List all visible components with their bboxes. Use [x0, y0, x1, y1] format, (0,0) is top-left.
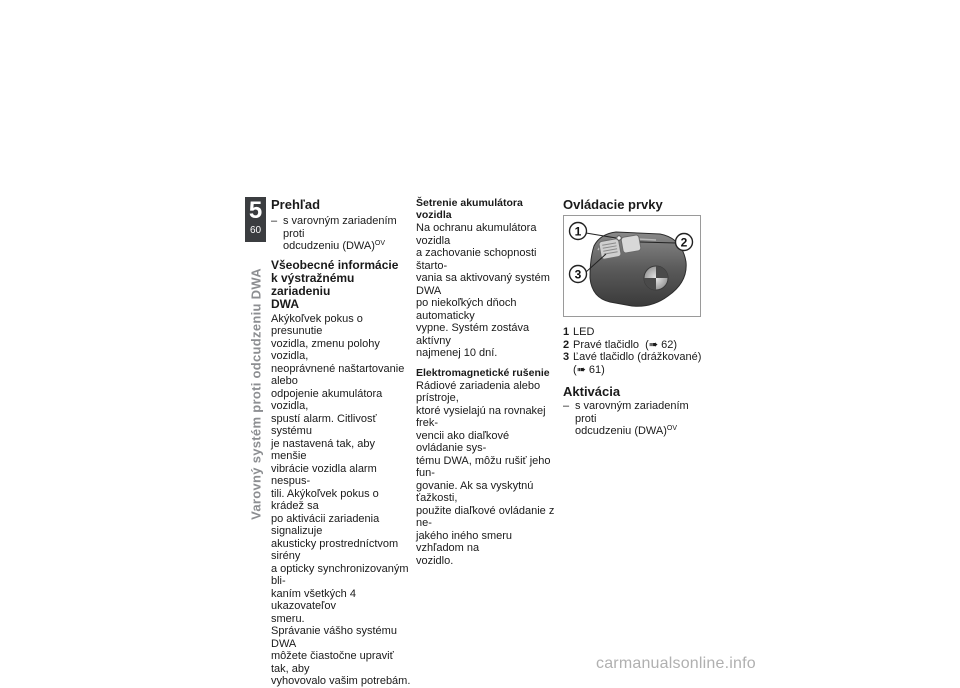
option-note-line1: s varovným zariadením proti [575, 400, 689, 425]
paragraph-2 [271, 625, 411, 688]
led-icon [617, 236, 621, 240]
heading-battery-saving: Šetrenie akumulátora vozidla [416, 197, 523, 221]
option-sup: OV [666, 425, 678, 432]
page-reference-link[interactable]: (➠ 62) [645, 338, 678, 351]
dash-bullet: – [271, 215, 278, 227]
heading-activation: Aktivácia [563, 384, 621, 399]
legend-item [563, 339, 703, 352]
legend-text-wrap [573, 339, 703, 352]
text-line: akusticky prostredníctvom sirény [271, 537, 399, 562]
spacer [416, 360, 556, 367]
dash-bullet: – [563, 400, 570, 412]
remote-key-illustration [564, 216, 700, 316]
text-line: po niekoľkých dňoch automaticky [416, 297, 517, 322]
option-note-line1: s varovným zariadením proti [283, 215, 397, 240]
option-note-line2: odcudzeniu (DWA) [283, 240, 375, 252]
text-line: jakého iného smeru vzhľadom na [416, 529, 513, 554]
heading-general-info [271, 259, 411, 311]
text-line: tili. Akýkoľvek pokus o krádež sa [271, 487, 379, 512]
column-3 [563, 197, 703, 440]
legend-number: 3 [563, 351, 570, 363]
column-1 [271, 197, 411, 688]
callout-label: 1 [574, 224, 582, 239]
text-line: govanie. Ak sa vyskytnú ťažkosti, [416, 479, 534, 504]
text-line: vibrácie vozidla alarm nespus- [271, 462, 377, 487]
legend-text: Ľavé tlačidlo (drážkované) [573, 351, 702, 363]
legend-text-wrap [573, 351, 703, 376]
text-line: vyhovovalo vašim potrebám. [271, 675, 411, 687]
callout-label: 2 [680, 235, 688, 250]
legend-number: 1 [563, 326, 570, 338]
right-button [621, 235, 642, 254]
page-reference-link[interactable]: (➠ 61) [573, 363, 605, 376]
legend-text: Pravé tlačidlo [573, 338, 640, 351]
option-note [271, 215, 411, 253]
text-line: je nastavená tak, aby menšie [271, 437, 375, 462]
text-line: Na ochranu akumulátora vozidla [416, 222, 537, 247]
chapter-side-title: Varovný systém proti odcudzeniu DWA [248, 268, 264, 520]
chapter-number: 5 [248, 197, 263, 224]
callout-label: 3 [574, 267, 582, 282]
text-line: použite diaľkové ovládanie z ne- [416, 504, 555, 529]
heading-overview: Prehľad [271, 197, 321, 212]
legend-item [563, 326, 703, 339]
text-line: Akýkoľvek pokus o presunutie [271, 312, 363, 337]
option-note [563, 400, 703, 438]
text-line: vencii ako diaľkové ovládanie sys- [416, 429, 510, 454]
option-note-line2-wrap [575, 425, 703, 438]
option-note-line2-wrap [283, 240, 411, 253]
legend-number: 2 [563, 338, 570, 351]
column-2 [416, 197, 556, 567]
heading-em-interference: Elektromagnetické rušenie [416, 366, 550, 379]
watermark: carmanualsonline.info [596, 655, 756, 672]
text-line: neoprávnené naštartovanie alebo [271, 362, 405, 387]
heading-general-info-l3: DWA [271, 296, 299, 311]
text-line: a zachovanie schopnosti štarto- [416, 247, 537, 272]
text-line: po aktivácii zariadenia signalizuje [271, 512, 380, 537]
legend-item [563, 351, 703, 376]
paragraph-1 [271, 313, 411, 626]
legend [563, 326, 703, 376]
text-line: vypne. Systém zostáva aktívny [416, 322, 530, 347]
page-number: 60 [249, 225, 262, 236]
text-line: vania sa aktivovaný systém DWA [416, 272, 550, 297]
text-line: vozidlo. [416, 554, 454, 567]
text-line: spustí alarm. Citlivosť systému [271, 412, 377, 437]
text-line: Správanie vášho systému DWA [271, 625, 397, 650]
text-line: najmenej 10 dní. [416, 347, 498, 359]
option-sup: OV [374, 240, 386, 247]
heading-general-info-l2: k výstražnému zariadeniu [271, 270, 355, 298]
legend-text: LED [573, 326, 595, 338]
text-line: odpojenie akumulátora vozidla, [271, 387, 383, 412]
paragraph-interference [416, 380, 556, 568]
text-line: môžete čiastočne upraviť tak, aby [271, 650, 394, 675]
option-note-line2: odcudzeniu (DWA) [575, 425, 667, 437]
paragraph-battery [416, 222, 556, 360]
heading-general-info-l1: Všeobecné informácie [271, 257, 399, 272]
text-line: smeru. [271, 612, 305, 625]
heading-controls: Ovládacie prvky [563, 197, 663, 212]
text-line: vozidla, zmenu polohy vozidla, [271, 337, 380, 362]
text-line: kaním všetkých 4 ukazovateľov [271, 587, 356, 612]
left-button-grooved [599, 238, 622, 259]
text-line: tému DWA, môžu rušiť jeho fun- [416, 454, 551, 479]
chapter-tab [245, 197, 266, 242]
text-line: ktoré vysielajú na rovnakej frek- [416, 404, 546, 429]
remote-key-figure [563, 215, 701, 317]
text-line: a opticky synchronizovaným bli- [271, 562, 409, 587]
text-line: Rádiové zariadenia alebo prístroje, [416, 379, 541, 404]
